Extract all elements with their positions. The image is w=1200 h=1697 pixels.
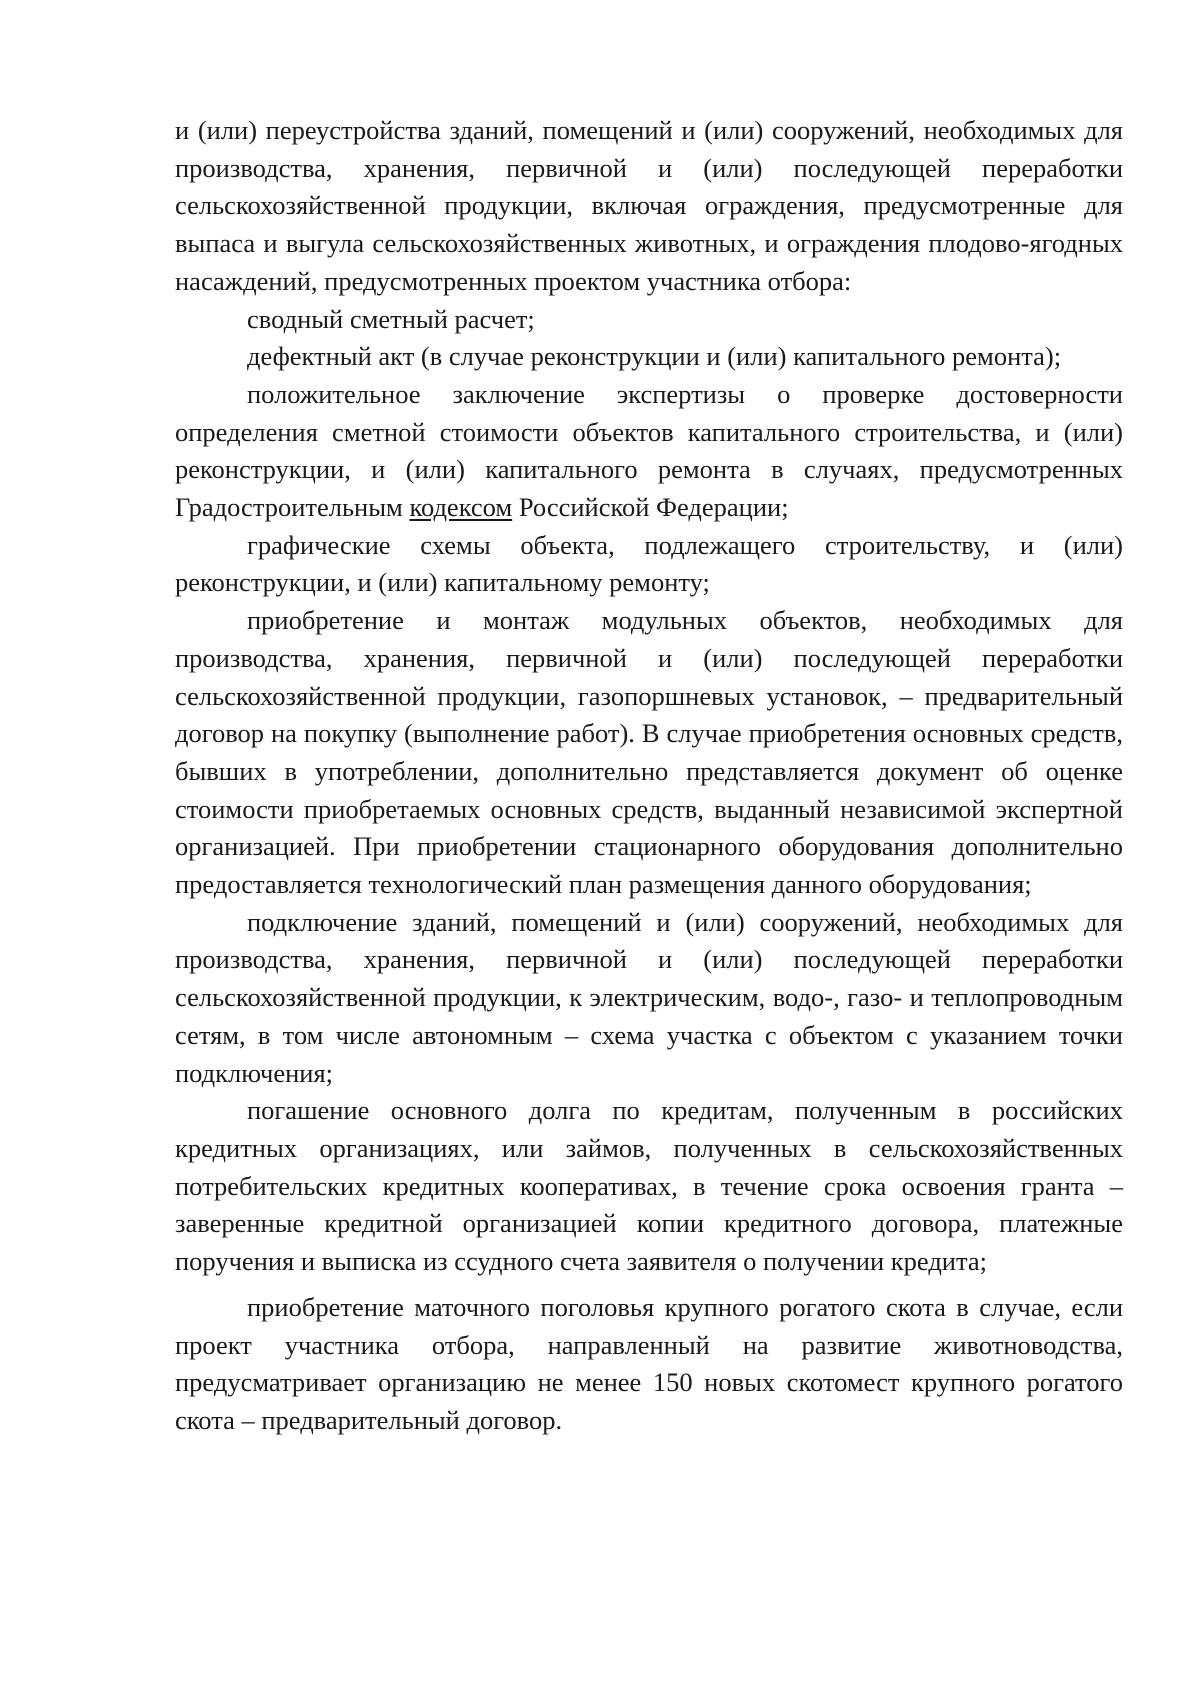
paragraph-connection: подключение зданий, помещений и (или) сооружений, необходимых для производства, хранения, первичной и (или) последующей переработки сельскохозяйственной продукции, к электрическим, водо-, газо- и теплопроводным сетям, в том числе автономным – схема участка с объектом с указанием точки подключения; xyxy=(175,906,1123,1088)
expertise-text-before: положительное заключение экспертизы о проверке достоверности определения сметной стоимости объектов капитального строительства, и (или) реконструкции, и (или) капитального ремонта в случаях, предусмотренных Градостроительным xyxy=(175,378,1123,523)
paragraph-graphic-schemes: графические схемы объекта, подлежащего строительству, и (или) реконструкции, и (или) капитальному ремонту; xyxy=(175,529,1123,598)
paragraph-loan-repayment: погашение основного долга по кредитам, полученным в российских кредитных организациях, или займов, полученных в сельскохозяйственных потребительских кредитных кооперативах, в течение срока освоения гранта –заверенные кредитной организацией копии кредитного договора, платежные поручения и выписка из ссудного счета заявителя о получении кредита; xyxy=(175,1095,1123,1277)
paragraph-livestock: приобретение маточного поголовья крупного рогатого скота в случае, если проект участника отбора, направленный на развитие животноводства, предусматривает организацию не менее 150 новых скотомест крупного рогатого скота – предварительный договор. xyxy=(175,1291,1123,1435)
paragraph-defect-act: дефектный акт (в случае реконструкции и (или) капитального ремонта); xyxy=(247,341,1062,372)
document-page xyxy=(175,112,1123,1440)
paragraph-expertise xyxy=(175,376,1123,527)
paragraph-estimate: сводный сметный расчет; xyxy=(247,303,535,334)
paragraph-continuation: и (или) переустройства зданий, помещений и (или) сооружений, необходимых для производства, хранения, первичной и (или) последующей переработки сельскохозяйственной продукции, включая ограждения, предусмотренные для выпаса и выгула сельскохозяйственных животных, и ограждения плодово-ягодных насаждений, предусмотренных проектом участника отбора: xyxy=(175,115,1123,296)
paragraph-modular-objects: приобретение и монтаж модульных объектов, необходимых для производства, хранения, первичной и (или) последующей переработки сельскохозяйственной продукции, газопоршневых установок, – предварительный договор на покупку (выполнение работ). В случае приобретения основных средств, бывших в употреблении, дополнительно представляется документ об оценке стоимости приобретаемых основных средств, выданный независимой экспертной организацией. При приобретении стационарного оборудования дополнительно предоставляется технологический план размещения данного оборудования; xyxy=(175,605,1123,900)
code-link[interactable]: кодексом xyxy=(409,492,513,523)
expertise-text-after: Российской Федерации; xyxy=(512,492,789,523)
